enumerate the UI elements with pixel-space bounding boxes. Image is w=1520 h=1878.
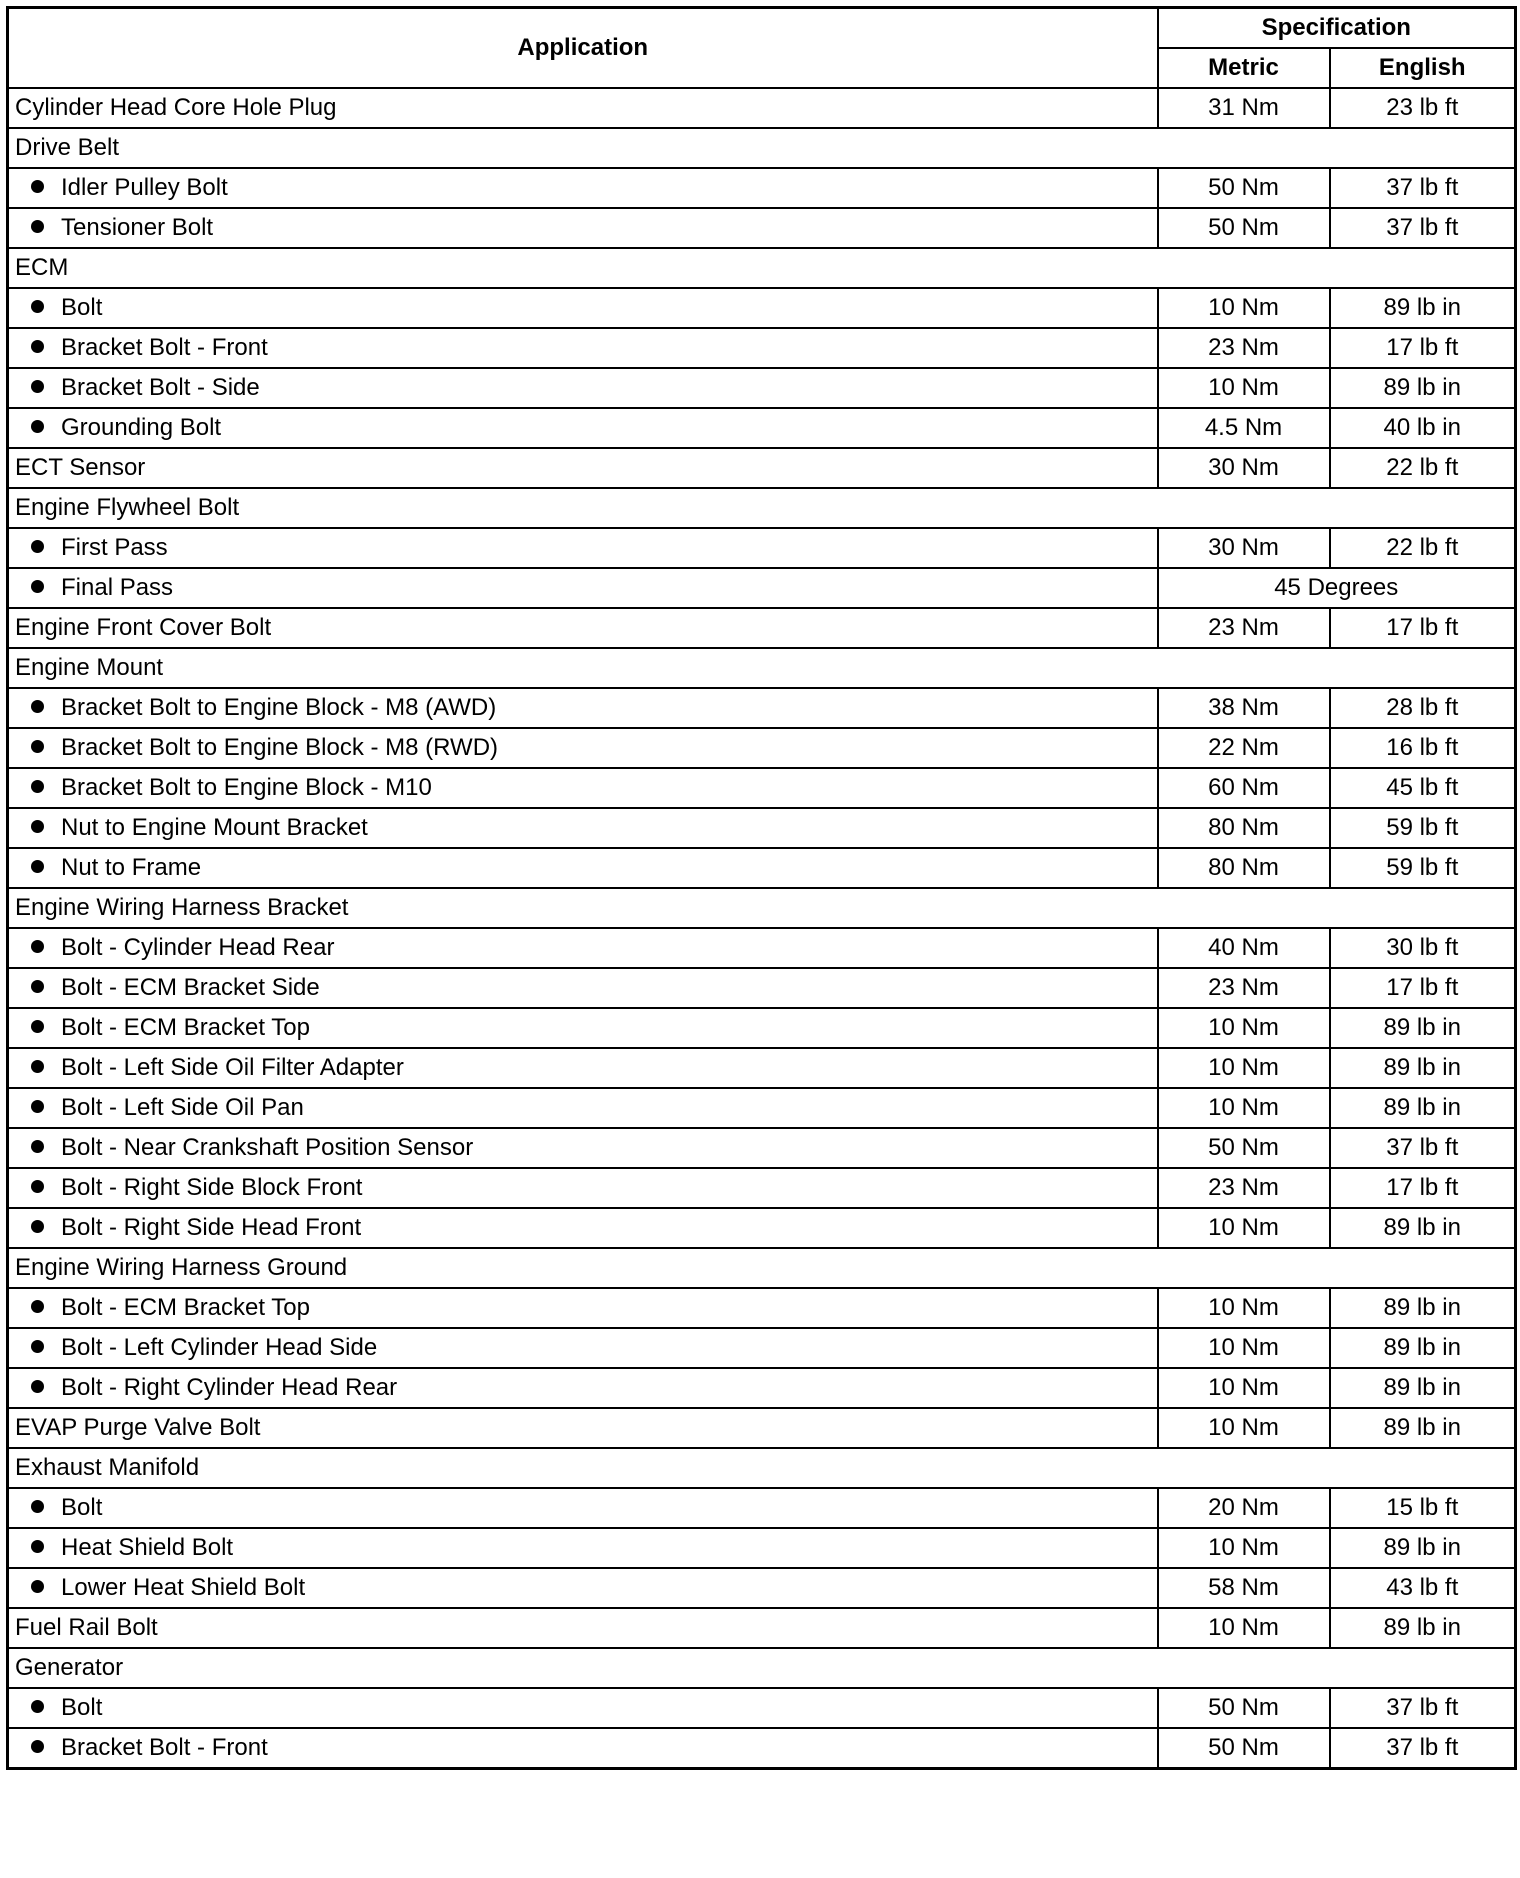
bullet-icon	[31, 1060, 44, 1073]
application-label: Drive Belt	[15, 134, 120, 161]
bullet-icon	[31, 1500, 44, 1513]
english-cell: 89 lb in	[1330, 1008, 1516, 1048]
application-label: EVAP Purge Valve Bolt	[15, 1414, 261, 1441]
specification-cell: 45 Degrees	[1158, 568, 1516, 608]
metric-cell: 4.5 Nm	[1158, 408, 1330, 448]
english-cell: 30 lb ft	[1330, 928, 1516, 968]
application-cell	[8, 208, 1158, 248]
application-label: Fuel Rail Bolt	[15, 1614, 158, 1641]
bullet-icon	[31, 740, 44, 753]
bullet-icon	[31, 940, 44, 953]
application-label: Bolt - Right Cylinder Head Rear	[61, 1374, 398, 1401]
torque-spec-table	[6, 6, 1517, 1770]
application-label: Bolt - Left Cylinder Head Side	[61, 1334, 378, 1361]
english-cell: 59 lb ft	[1330, 848, 1516, 888]
application-cell	[8, 288, 1158, 328]
table-row	[8, 1648, 1516, 1688]
application-cell	[8, 1528, 1158, 1568]
metric-cell: 50 Nm	[1158, 1688, 1330, 1728]
metric-cell: 30 Nm	[1158, 528, 1330, 568]
bullet-icon	[31, 1300, 44, 1313]
bullet-icon	[31, 540, 44, 553]
bullet-icon	[31, 1140, 44, 1153]
bullet-icon	[31, 1020, 44, 1033]
table-row	[8, 88, 1516, 128]
bullet-icon	[31, 380, 44, 393]
application-label: Bolt - ECM Bracket Top	[61, 1014, 310, 1041]
metric-cell: 80 Nm	[1158, 808, 1330, 848]
table-body	[8, 88, 1516, 1769]
metric-cell: 50 Nm	[1158, 208, 1330, 248]
bullet-icon	[31, 180, 44, 193]
table-row	[8, 1328, 1516, 1368]
table-row	[8, 528, 1516, 568]
application-cell	[8, 808, 1158, 848]
english-cell: 15 lb ft	[1330, 1488, 1516, 1528]
table-row	[8, 408, 1516, 448]
table-row	[8, 168, 1516, 208]
application-label: Bracket Bolt to Engine Block - M10	[61, 774, 432, 801]
application-label: Bolt - Cylinder Head Rear	[61, 934, 335, 961]
application-cell	[8, 1608, 1158, 1648]
english-cell: 37 lb ft	[1330, 1728, 1516, 1769]
bullet-icon	[31, 1220, 44, 1233]
bullet-icon	[31, 1740, 44, 1753]
bullet-icon	[31, 860, 44, 873]
table-row	[8, 488, 1516, 528]
application-label: Bracket Bolt - Side	[61, 374, 260, 401]
application-label: Generator	[15, 1654, 124, 1681]
english-cell: 22 lb ft	[1330, 528, 1516, 568]
metric-cell: 23 Nm	[1158, 1168, 1330, 1208]
application-cell	[8, 448, 1158, 488]
application-label: Engine Wiring Harness Bracket	[15, 894, 349, 921]
metric-cell: 60 Nm	[1158, 768, 1330, 808]
application-cell	[8, 688, 1158, 728]
bullet-icon	[31, 1700, 44, 1713]
english-cell: 89 lb in	[1330, 288, 1516, 328]
header-specification: Specification	[1158, 8, 1516, 49]
application-cell	[8, 168, 1158, 208]
bullet-icon	[31, 300, 44, 313]
application-label: Exhaust Manifold	[15, 1454, 200, 1481]
metric-cell: 10 Nm	[1158, 1328, 1330, 1368]
application-cell	[8, 1208, 1158, 1248]
metric-cell: 10 Nm	[1158, 1608, 1330, 1648]
english-cell: 22 lb ft	[1330, 448, 1516, 488]
english-cell: 89 lb in	[1330, 1608, 1516, 1648]
application-label: Bolt - Right Side Head Front	[61, 1214, 362, 1241]
application-cell	[8, 1488, 1158, 1528]
table-row	[8, 1688, 1516, 1728]
application-label: ECT Sensor	[15, 454, 146, 481]
table-row	[8, 1008, 1516, 1048]
english-cell: 17 lb ft	[1330, 968, 1516, 1008]
english-cell: 89 lb in	[1330, 1368, 1516, 1408]
table-row	[8, 1728, 1516, 1769]
metric-cell: 10 Nm	[1158, 1288, 1330, 1328]
header-application-label: Application	[517, 34, 649, 61]
application-label: Bolt - Near Crankshaft Position Sensor	[61, 1134, 474, 1161]
application-cell	[8, 1008, 1158, 1048]
bullet-icon	[31, 340, 44, 353]
application-label: Bolt	[61, 294, 103, 321]
application-cell	[8, 248, 1516, 288]
bullet-icon	[31, 700, 44, 713]
application-cell	[8, 88, 1158, 128]
application-cell	[8, 1648, 1516, 1688]
application-cell	[8, 1328, 1158, 1368]
bullet-icon	[31, 1100, 44, 1113]
table-row	[8, 928, 1516, 968]
metric-cell: 31 Nm	[1158, 88, 1330, 128]
table-row	[8, 1488, 1516, 1528]
english-cell: 40 lb in	[1330, 408, 1516, 448]
bullet-icon	[31, 1580, 44, 1593]
application-cell	[8, 1728, 1158, 1769]
table-row	[8, 448, 1516, 488]
table-row	[8, 208, 1516, 248]
application-cell	[8, 1168, 1158, 1208]
application-cell	[8, 408, 1158, 448]
application-cell	[8, 1568, 1158, 1608]
application-label: Bracket Bolt to Engine Block - M8 (RWD)	[61, 734, 499, 761]
table-row	[8, 608, 1516, 648]
application-cell	[8, 568, 1158, 608]
application-cell	[8, 928, 1158, 968]
table-row	[8, 1168, 1516, 1208]
table-row	[8, 808, 1516, 848]
metric-cell: 23 Nm	[1158, 608, 1330, 648]
metric-cell: 50 Nm	[1158, 1728, 1330, 1769]
bullet-icon	[31, 1180, 44, 1193]
metric-cell: 10 Nm	[1158, 1528, 1330, 1568]
header-application	[8, 8, 1158, 89]
header-metric: Metric	[1158, 48, 1330, 88]
application-label: Lower Heat Shield Bolt	[61, 1574, 306, 1601]
english-cell: 89 lb in	[1330, 1408, 1516, 1448]
application-cell	[8, 1088, 1158, 1128]
application-cell	[8, 1128, 1158, 1168]
english-cell: 23 lb ft	[1330, 88, 1516, 128]
table-row	[8, 1608, 1516, 1648]
metric-cell: 10 Nm	[1158, 1088, 1330, 1128]
english-cell: 45 lb ft	[1330, 768, 1516, 808]
application-label: Bracket Bolt - Front	[61, 1734, 268, 1761]
application-cell	[8, 1688, 1158, 1728]
table-row	[8, 1128, 1516, 1168]
table-row	[8, 288, 1516, 328]
metric-cell: 58 Nm	[1158, 1568, 1330, 1608]
application-cell	[8, 128, 1516, 168]
metric-cell: 10 Nm	[1158, 368, 1330, 408]
metric-cell: 30 Nm	[1158, 448, 1330, 488]
english-cell: 89 lb in	[1330, 1208, 1516, 1248]
table-row	[8, 1528, 1516, 1568]
application-cell	[8, 1368, 1158, 1408]
application-label: Idler Pulley Bolt	[61, 174, 228, 201]
english-cell: 17 lb ft	[1330, 1168, 1516, 1208]
table-row	[8, 1048, 1516, 1088]
application-label: Grounding Bolt	[61, 414, 222, 441]
application-label: Bolt - ECM Bracket Top	[61, 1294, 310, 1321]
bullet-icon	[31, 580, 44, 593]
table-row	[8, 688, 1516, 728]
metric-cell: 50 Nm	[1158, 1128, 1330, 1168]
application-label: Bolt - Right Side Block Front	[61, 1174, 363, 1201]
english-cell: 16 lb ft	[1330, 728, 1516, 768]
application-label: Bracket Bolt to Engine Block - M8 (AWD)	[61, 694, 497, 721]
application-label: ECM	[15, 254, 69, 281]
header-english: English	[1330, 48, 1516, 88]
english-cell: 89 lb in	[1330, 1088, 1516, 1128]
application-cell	[8, 1288, 1158, 1328]
application-label: Engine Flywheel Bolt	[15, 494, 240, 521]
application-cell	[8, 1448, 1516, 1488]
application-label: Heat Shield Bolt	[61, 1534, 234, 1561]
application-label: Engine Wiring Harness Ground	[15, 1254, 348, 1281]
table-row	[8, 568, 1516, 608]
metric-cell: 22 Nm	[1158, 728, 1330, 768]
application-cell	[8, 328, 1158, 368]
bullet-icon	[31, 1540, 44, 1553]
metric-cell: 10 Nm	[1158, 1048, 1330, 1088]
english-cell: 17 lb ft	[1330, 328, 1516, 368]
table-row	[8, 848, 1516, 888]
english-cell: 43 lb ft	[1330, 1568, 1516, 1608]
application-cell	[8, 968, 1158, 1008]
application-cell	[8, 488, 1516, 528]
table-row	[8, 888, 1516, 928]
application-label: Nut to Engine Mount Bracket	[61, 814, 368, 841]
application-label: Bolt	[61, 1494, 103, 1521]
metric-cell: 10 Nm	[1158, 1208, 1330, 1248]
application-label: Engine Mount	[15, 654, 164, 681]
table-row	[8, 128, 1516, 168]
application-cell	[8, 608, 1158, 648]
application-label: First Pass	[61, 534, 168, 561]
application-label: Bolt	[61, 1694, 103, 1721]
application-cell	[8, 1048, 1158, 1088]
metric-cell: 10 Nm	[1158, 1408, 1330, 1448]
application-label: Final Pass	[61, 574, 174, 601]
english-cell: 89 lb in	[1330, 1528, 1516, 1568]
metric-cell: 10 Nm	[1158, 1368, 1330, 1408]
application-label: Engine Front Cover Bolt	[15, 614, 272, 641]
application-cell	[8, 848, 1158, 888]
application-label: Tensioner Bolt	[61, 214, 214, 241]
bullet-icon	[31, 220, 44, 233]
application-cell	[8, 1408, 1158, 1448]
application-cell	[8, 728, 1158, 768]
metric-cell: 50 Nm	[1158, 168, 1330, 208]
application-label: Cylinder Head Core Hole Plug	[15, 94, 337, 121]
application-cell	[8, 528, 1158, 568]
table-row	[8, 328, 1516, 368]
english-cell: 37 lb ft	[1330, 1128, 1516, 1168]
header-row-top	[8, 8, 1516, 49]
table-row	[8, 768, 1516, 808]
english-cell: 37 lb ft	[1330, 1688, 1516, 1728]
table-row	[8, 1208, 1516, 1248]
english-cell: 89 lb in	[1330, 368, 1516, 408]
application-label: Bracket Bolt - Front	[61, 334, 268, 361]
table-row	[8, 728, 1516, 768]
bullet-icon	[31, 780, 44, 793]
table-row	[8, 1408, 1516, 1448]
english-cell: 59 lb ft	[1330, 808, 1516, 848]
bullet-icon	[31, 1340, 44, 1353]
bullet-icon	[31, 820, 44, 833]
application-label: Nut to Frame	[61, 854, 202, 881]
table-row	[8, 368, 1516, 408]
metric-cell: 80 Nm	[1158, 848, 1330, 888]
table-row	[8, 1448, 1516, 1488]
bullet-icon	[31, 1380, 44, 1393]
table-row	[8, 968, 1516, 1008]
english-cell: 89 lb in	[1330, 1048, 1516, 1088]
application-cell	[8, 1248, 1516, 1288]
english-cell: 89 lb in	[1330, 1288, 1516, 1328]
application-cell	[8, 648, 1516, 688]
metric-cell: 20 Nm	[1158, 1488, 1330, 1528]
table-row	[8, 1288, 1516, 1328]
metric-cell: 23 Nm	[1158, 968, 1330, 1008]
application-cell	[8, 368, 1158, 408]
metric-cell: 40 Nm	[1158, 928, 1330, 968]
table-row	[8, 248, 1516, 288]
metric-cell: 10 Nm	[1158, 1008, 1330, 1048]
table-row	[8, 1368, 1516, 1408]
application-label: Bolt - Left Side Oil Filter Adapter	[61, 1054, 404, 1081]
english-cell: 37 lb ft	[1330, 208, 1516, 248]
application-cell	[8, 888, 1516, 928]
application-cell	[8, 768, 1158, 808]
english-cell: 28 lb ft	[1330, 688, 1516, 728]
metric-cell: 38 Nm	[1158, 688, 1330, 728]
table-row	[8, 648, 1516, 688]
table-row	[8, 1568, 1516, 1608]
english-cell: 17 lb ft	[1330, 608, 1516, 648]
metric-cell: 10 Nm	[1158, 288, 1330, 328]
metric-cell: 23 Nm	[1158, 328, 1330, 368]
table-row	[8, 1088, 1516, 1128]
application-label: Bolt - Left Side Oil Pan	[61, 1094, 304, 1121]
english-cell: 37 lb ft	[1330, 168, 1516, 208]
english-cell: 89 lb in	[1330, 1328, 1516, 1368]
bullet-icon	[31, 980, 44, 993]
application-label: Bolt - ECM Bracket Side	[61, 974, 320, 1001]
table-row	[8, 1248, 1516, 1288]
bullet-icon	[31, 420, 44, 433]
